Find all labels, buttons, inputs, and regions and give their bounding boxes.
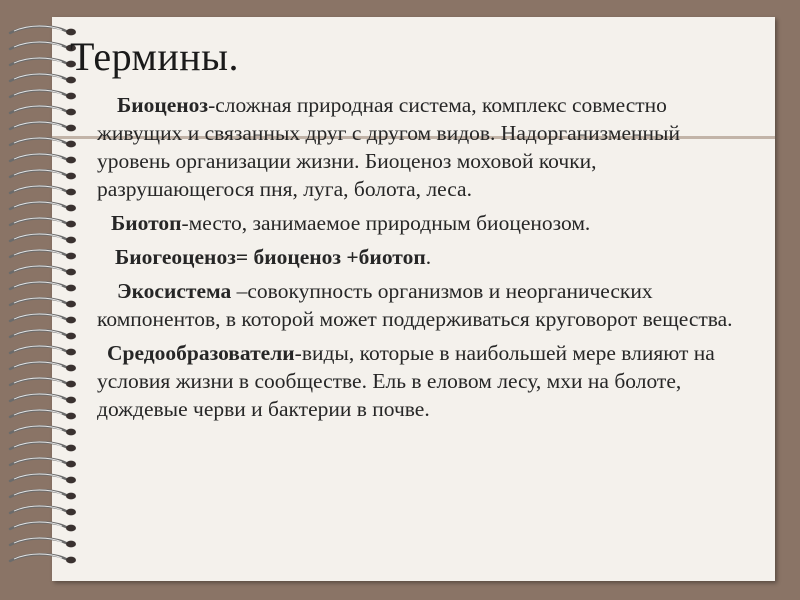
binding-ring-icon: [10, 426, 76, 435]
binding-ring-icon: [10, 538, 76, 547]
binding-ring-icon: [10, 138, 76, 147]
binding-ring-icon: [10, 410, 76, 419]
term-name: Биоценоз: [117, 93, 209, 117]
term-definition: .: [425, 245, 432, 269]
binding-ring-icon: [10, 554, 76, 563]
binding-ring-icon: [10, 378, 76, 387]
binding-ring-icon: [10, 234, 76, 243]
binding-ring-icon: [10, 106, 76, 115]
term-definition: -виды, которые в наибольшей мере влияют на условия жизни в сообществе. Ель в еловом лесу, мхи на болоте, дождевые черви и бактерии в почве.: [97, 341, 715, 421]
binding-ring-icon: [10, 202, 76, 211]
binding-ring-icon: [10, 362, 76, 371]
binding-ring-icon: [10, 58, 76, 67]
term-definition: –совокупность организмов и неорганических компонентов, в которой может поддерживаться круговорот вещества.: [97, 279, 733, 331]
term-paragraph-biotope: [97, 209, 757, 237]
binding-ring-icon: [10, 330, 76, 339]
term-paragraph-biogeocenosis: [97, 243, 757, 271]
term-name: Средообразователи: [107, 341, 295, 365]
slide-title: Термины.: [70, 34, 240, 79]
binding-ring-icon: [10, 90, 76, 99]
binding-ring-icon: [10, 442, 76, 451]
binding-ring-icon: [10, 282, 76, 291]
binding-ring-icon: [10, 154, 76, 163]
binding-ring-icon: [10, 490, 76, 499]
term-paragraph-edificators: [97, 339, 757, 423]
binding-ring-icon: [10, 522, 76, 531]
term-name: Биогеоценоз= биоценоз +биотоп: [115, 245, 426, 269]
binding-ring-icon: [10, 218, 76, 227]
binding-ring-icon: [10, 250, 76, 259]
binding-ring-icon: [10, 458, 76, 467]
term-paragraph-ecosystem: [97, 277, 757, 333]
binding-ring-icon: [10, 506, 76, 515]
term-paragraph-biocenosis: [97, 91, 757, 203]
term-definition: -место, занимаемое природным биоценозом.: [181, 211, 591, 235]
term-name: Экосистема: [117, 279, 237, 303]
binding-ring-icon: [10, 122, 76, 131]
binding-ring-icon: [10, 474, 76, 483]
terms-content: [97, 91, 757, 429]
binding-ring-icon: [10, 74, 76, 83]
binding-ring-icon: [10, 186, 76, 195]
binding-ring-icon: [10, 170, 76, 179]
binding-ring-icon: [10, 346, 76, 355]
term-name: Биотоп: [111, 211, 182, 235]
binding-ring-icon: [10, 42, 76, 51]
term-definition: -сложная природная система, комплекс совместно живущих и связанных друг с другом видов. Надорганизменный уровень организации жизни. Биоценоз моховой кочки, разрушающегося пня, луга, болота, леса.: [97, 93, 680, 201]
binding-ring-icon: [10, 314, 76, 323]
binding-ring-icon: [10, 26, 76, 35]
spiral-binding: [0, 0, 100, 600]
binding-ring-icon: [10, 266, 76, 275]
binding-ring-icon: [10, 394, 76, 403]
binding-ring-icon: [10, 298, 76, 307]
